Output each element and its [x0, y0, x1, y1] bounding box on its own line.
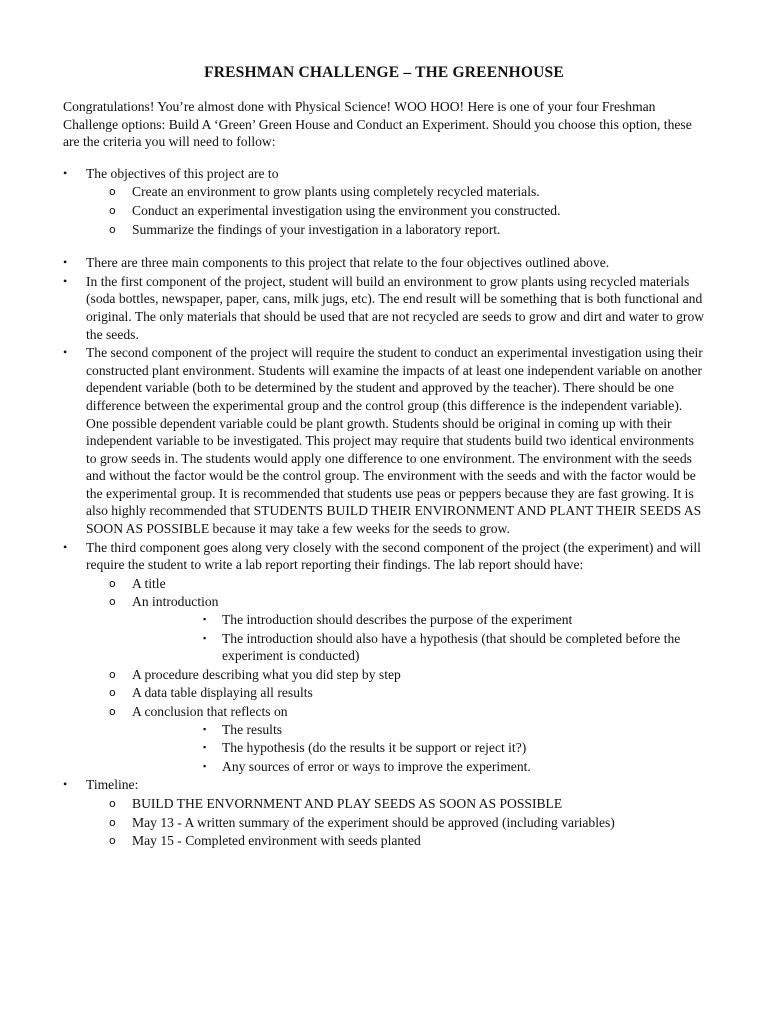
document-title: FRESHMAN CHALLENGE – THE GREENHOUSE	[204, 64, 564, 81]
bullet-first-component	[63, 273, 705, 343]
objectives-text: The objectives of this project are to	[86, 165, 279, 181]
sub-bullet-marker: o	[109, 815, 116, 829]
conclusion-sublist	[178, 721, 705, 776]
lab-report-item	[86, 703, 705, 775]
sub-bullet-marker: o	[109, 705, 116, 718]
sub-bullet-marker: o	[109, 222, 116, 236]
conclusion-item	[132, 758, 705, 776]
first-component-text: In the first component of the project, student will build an environment to grow plants using recycled materials (soda bottles, newspaper, paper, cans, milk jugs, etc). The end result will be something that is both functional and original. The only materials that should be used that are not recycled are seeds to grow and dirt and water to grow the seeds.	[86, 273, 705, 342]
objective-item	[86, 221, 705, 239]
sub-bullet-marker: o	[109, 834, 116, 848]
conclusion-item-text: Any sources of error or ways to improve the experiment.	[222, 758, 531, 774]
timeline-item	[86, 814, 705, 832]
timeline-item-text: May 15 - Completed environment with seeds planted	[132, 833, 421, 849]
components-text: There are three main components to this project that relate to the four objectives outlined above.	[86, 255, 610, 271]
lab-report-item	[86, 666, 705, 684]
conclusion-item-text: The results	[222, 721, 283, 737]
introduction-item	[132, 611, 705, 629]
timeline-item-text: BUILD THE ENVORNMENT AND PLAY SEEDS AS SOON AS POSSIBLE	[132, 795, 563, 811]
sub-bullet-marker: o	[109, 576, 116, 590]
intro-paragraph: Congratulations! You’re almost done with Physical Science! WOO HOO! Here is one of your four Freshman Challenge options: Build A ‘Green’ Green House and Conduct an Experiment. Should you choose this option, these are the criteria you will need to follow:	[63, 99, 692, 150]
lab-report-item-text: A conclusion that reflects on	[132, 704, 288, 719]
bullet-marker: •	[63, 165, 68, 180]
sub-bullet-marker: o	[109, 796, 116, 810]
objective-item	[86, 183, 705, 201]
lab-report-item	[86, 684, 705, 702]
bullet-marker: •	[63, 273, 68, 288]
conclusion-item	[132, 721, 705, 739]
introduction-item-text: The introduction should also have a hypothesis (that should be completed before the experiment is conducted)	[222, 630, 681, 664]
bullet-marker: •	[63, 255, 68, 270]
objectives-sublist	[86, 183, 705, 238]
timeline-item	[86, 795, 705, 813]
criteria-list	[63, 165, 705, 850]
conclusion-item-text: The hypothesis (do the results it be support or reject it?)	[222, 740, 527, 756]
third-component-text: The third component goes along very closely with the second component of the project (the experiment) and will require the student to write a lab report reporting their findings. The lab report should have:	[86, 539, 701, 573]
objective-item-text: Summarize the findings of your investigation in a laboratory report.	[132, 221, 501, 237]
bullet-objectives	[63, 165, 705, 238]
lab-report-item-text: A title	[132, 575, 166, 591]
introduction-sublist	[178, 611, 705, 665]
square-bullet-marker: ▪	[203, 614, 207, 625]
sub-bullet-marker: o	[109, 203, 116, 217]
lab-report-item-text: A procedure describing what you did step by step	[132, 666, 401, 682]
bullet-marker: •	[63, 777, 68, 792]
introduction-item	[132, 630, 705, 665]
conclusion-item	[132, 739, 705, 757]
lab-report-sublist	[86, 575, 705, 776]
bullet-marker: •	[63, 345, 68, 360]
objective-item-text: Conduct an experimental investigation using the environment you constructed.	[132, 202, 561, 218]
second-component-text: The second component of the project will require the student to conduct an experimental investigation using their constructed plant environment. Students will examine the impacts of at least one independent variable on another dependent variable (both to be determined by the student and approved by the teacher). There should be one difference between the experimental group and the control group (this difference is the independent variable). One possible dependent variable could be plant growth. Students should be original in coming up with their independent variable to be investigated. This project may require that students build two identical environments to grow seeds in. The students would apply one difference to one environment. The environment with the seeds and without the factor would be the control group. The environment with the seeds and with the factor would be the experimental group. It is recommended that students use peas or peppers because they are fast growing. It is also highly recommended that STUDENTS BUILD THEIR ENVIRONMENT AND PLANT THEIR SEEDS AS SOON AS POSSIBLE because it may take a few weeks for the seeds to grow.	[86, 345, 703, 537]
sub-bullet-marker: o	[109, 686, 116, 700]
lab-report-item-text: An introduction	[132, 594, 219, 610]
square-bullet-marker: ▪	[203, 742, 207, 753]
bullet-third-component	[63, 539, 705, 776]
bullet-components	[63, 254, 705, 272]
objective-item-text: Create an environment to grow plants using completely recycled materials.	[132, 184, 540, 200]
lab-report-item-text: A data table displaying all results	[132, 685, 313, 701]
objective-item	[86, 202, 705, 220]
sub-bullet-marker: o	[109, 667, 116, 681]
timeline-item	[86, 832, 705, 850]
lab-report-item	[86, 593, 705, 664]
introduction-item-text: The introduction should describes the purpose of the experiment	[222, 612, 573, 628]
square-bullet-marker: ▪	[203, 760, 207, 771]
bullet-second-component	[63, 344, 705, 538]
timeline-text: Timeline:	[86, 777, 139, 793]
bullet-marker: •	[63, 539, 68, 554]
timeline-sublist	[86, 795, 705, 850]
square-bullet-marker: ▪	[203, 632, 207, 643]
lab-report-item	[86, 575, 705, 593]
bullet-timeline	[63, 776, 705, 849]
square-bullet-marker: ▪	[203, 723, 207, 734]
sub-bullet-marker: o	[109, 595, 116, 609]
sub-bullet-marker: o	[109, 185, 116, 199]
timeline-item-text: May 13 - A written summary of the experiment should be approved (including variables)	[132, 814, 615, 830]
